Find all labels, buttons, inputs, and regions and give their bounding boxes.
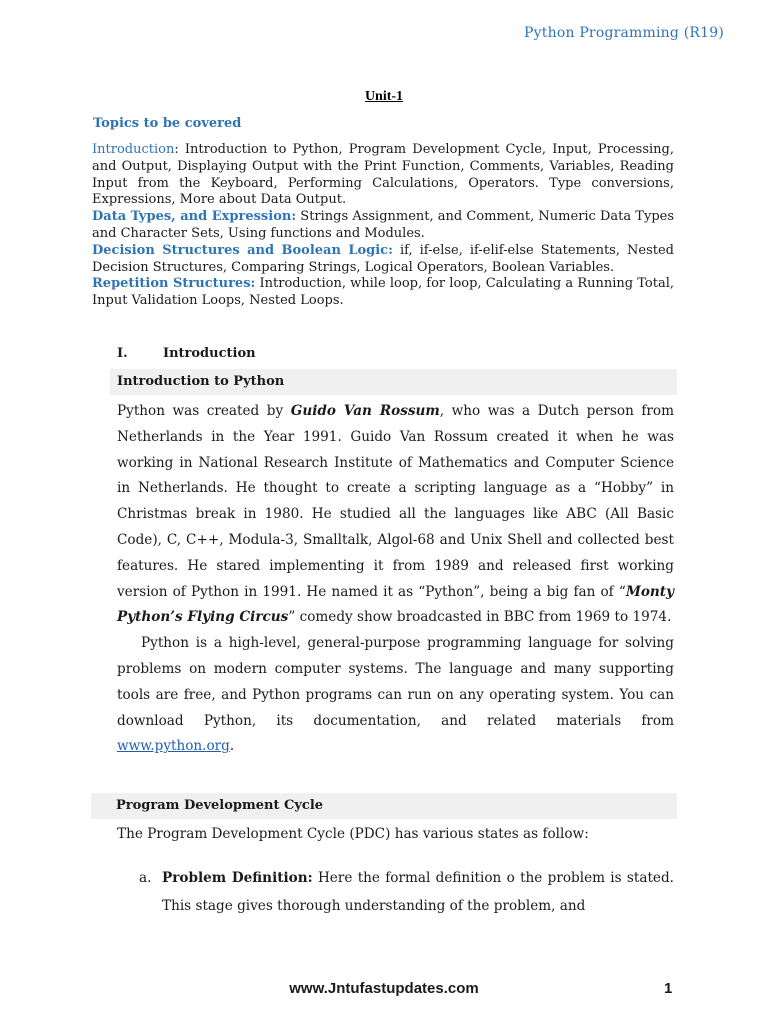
text-run: , who was a Dutch person from Netherlands in the Year 1991. Guido Van Rossum created it when he was working in National Research Institute of Mathematics and Computer Science in Netherlands. He thought to create a scripting language as a “Hobby” in Christmas break in 1980. He studied all the languages like ABC (All Basic Code), C, C++, Modula-3, Smalltalk, Algol-68 and Unix Shell and collected best features. He stared implementing it from 1989 and released first working version of Python in 1991. He named it as “Python”, being a big fan of “ [117,403,674,600]
text-run: ” comedy show broadcasted in BBC from 1969 to 1974. [288,609,672,626]
list-marker: a. [139,870,152,886]
creator-name: Guido Van Rossum [290,403,440,419]
topic-introduction [92,142,674,209]
subheading-label: Program Development Cycle [116,798,324,813]
page-number: 1 [664,980,673,997]
topic-text: if, if-else, if-elif-else Statements, Nested Decision Structures, Comparing Strings, Logical Operators, Boolean Variables. [92,242,674,275]
text-run: Python is a high-level, general-purpose programming language for solving problems on modern computer systems. The language and many supporting tools are free, and Python programs can run on any operating system. You can download Python, its documentation, and related materials from [117,635,674,729]
topic-lead: Decision Structures and Boolean Logic: [92,242,393,258]
pdc-intro-text: The Program Development Cycle (PDC) has various states as follow: [117,826,589,842]
topic-decision-structures [92,243,674,277]
python-org-link[interactable]: www.python.org [117,738,230,755]
list-item-content [162,864,674,920]
text-run: . [229,738,235,755]
intro-python-body [117,399,674,760]
topic-text: Strings Assignment, and Comment, Numeric Data Types and Character Sets, Using functions and Modules. [92,209,675,241]
topic-sep: : [174,142,185,157]
list-item-term: Problem Definition: [162,870,313,886]
intro-paragraph-1 [117,399,674,631]
topic-text: Introduction to Python, Program Development Cycle, Input, Processing, and Output, Displaying Output with the Print Function, Comments, Variables, Reading Input from the Keyboard, Performing Calculations, Operators. Type conversions, Expressions, More about Data Output. [92,142,674,208]
pdc-list-item [139,864,674,920]
intro-paragraph-2 [117,631,674,760]
topic-text: Introduction, while loop, for loop, Calculating a Running Total, Input Validation Loops, Nested Loops. [92,276,675,309]
topic-lead: Repetition Structures: [92,276,256,292]
section-number: I. [117,346,128,361]
topics-list [92,142,674,310]
section-heading [117,346,256,361]
list-item-text: Here the formal definition o the problem is stated. This stage gives thorough understanding of the problem, and [162,870,675,914]
topic-lead: Introduction [92,142,175,157]
topic-lead: Data Types, and Expression: [92,209,297,225]
footer-website: www.Jntufastupdates.com [289,980,479,997]
show-name: Monty Python’s Flying Circus [117,583,674,626]
subheading-intro-python [110,369,677,395]
section-title: Introduction [163,346,256,361]
running-header: Python Programming (R19) [524,25,724,41]
text-run: Python was created by [117,403,291,419]
topics-heading: Topics to be covered [93,116,242,131]
subheading-pdc [91,793,677,819]
subheading-label: Introduction to Python [117,374,285,389]
topic-sep [393,243,400,258]
unit-title: Unit-1 [364,89,404,104]
topic-data-types [92,209,674,243]
pdc-intro [117,822,674,848]
topic-repetition-structures [92,276,674,310]
